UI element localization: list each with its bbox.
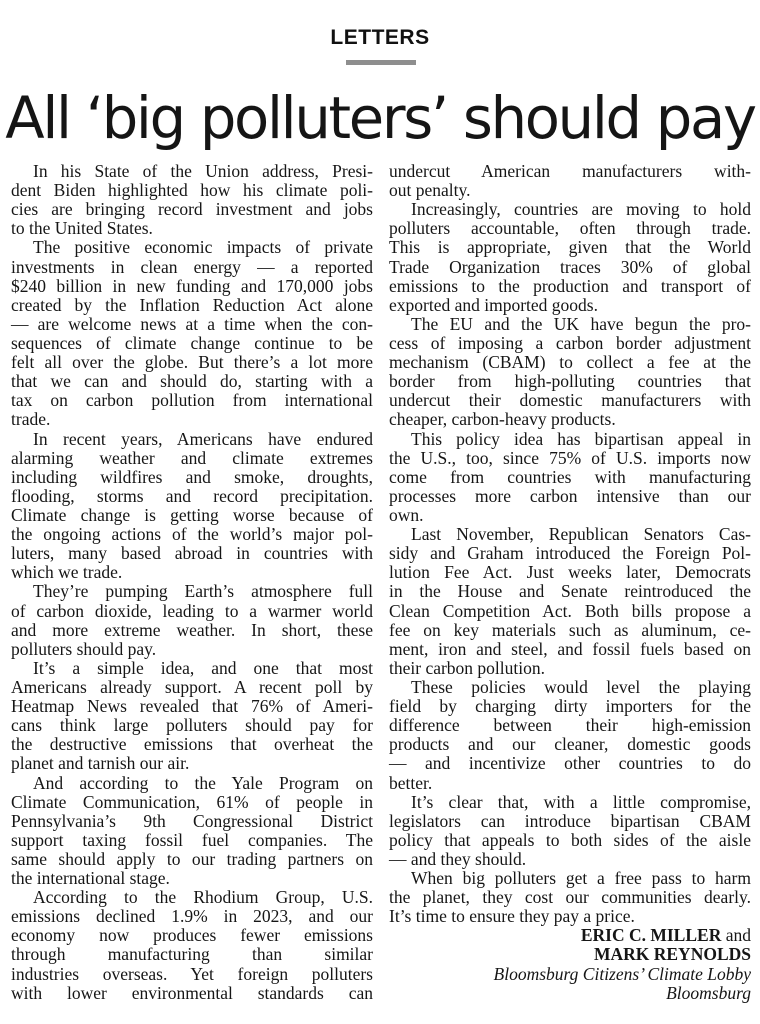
article-line: Heatmap News revealed that 76% of Ameri- — [11, 696, 373, 717]
article-line: through manufacturing than similar — [11, 944, 373, 965]
article-line: felt all over the globe. But there’s a lot more — [11, 352, 373, 373]
article-line: It’s clear that, with a little compromise, — [411, 791, 751, 812]
article-line: economy now produces fewer emissions — [11, 925, 373, 946]
article-line: It’s a simple idea, and one that most — [33, 657, 373, 678]
article-line: polluters should pay. — [11, 638, 157, 659]
article-line: field by charging dirty importers for the — [389, 696, 751, 717]
article-line: Climate Communication, 61% of people in — [11, 791, 373, 812]
article-line: The positive economic impacts of private — [33, 237, 373, 258]
article-line: tax on carbon pollution from international — [11, 390, 373, 411]
article-line: trade. — [11, 409, 51, 430]
article-line: When big polluters get a free pass to harm — [411, 868, 751, 889]
article-line: dent Biden highlighted how his climate poli- — [11, 180, 373, 201]
article-line: out penalty. — [389, 180, 471, 201]
article-line: Americans already support. A recent poll by — [11, 676, 373, 697]
author-organization: Bloomsburg Citizens’ Climate Lobby — [493, 963, 751, 984]
article-line: difference between their high-emission — [389, 715, 751, 736]
article-line: cies are bringing record investment and jobs — [11, 199, 373, 220]
signature-authors — [389, 926, 751, 945]
article-line: mechanism (CBAM) to collect a fee at the — [389, 352, 751, 373]
article-line: According to the Rhodium Group, U.S. — [33, 887, 373, 908]
article-line: It’s time to ensure they pay a price. — [389, 906, 635, 927]
article-line: products and our cleaner, domestic goods — [389, 734, 751, 755]
article-column-right — [389, 162, 751, 1003]
article-line: fee on key materials such as aluminum, ce- — [389, 619, 751, 640]
article-line: undercut their domestic manufacturers with — [389, 390, 751, 411]
article-line: In his State of the Union address, Presi- — [33, 161, 373, 181]
article-line: cans think large polluters should pay for — [11, 715, 373, 736]
article-line: cheaper, carbon-heavy products. — [389, 409, 616, 430]
article-line: — and incentivize other countries to do — [389, 753, 751, 774]
article-line: luters, many based abroad in countries with — [11, 543, 373, 564]
signature-block — [389, 926, 751, 1002]
section-divider — [346, 60, 416, 65]
article-line: sidy and Graham introduced the Foreign Pol- — [389, 543, 751, 564]
article-line: These policies would level the playing — [411, 676, 751, 697]
author-location: Bloomsburg — [666, 982, 751, 1003]
headline: All ‘big polluters’ should pay — [5, 85, 755, 152]
author-name: MARK REYNOLDS — [593, 944, 751, 965]
article-line: undercut American manufacturers with- — [389, 161, 751, 181]
article-line: own. — [389, 504, 424, 525]
article-line: created by the Inflation Reduction Act alone — [11, 294, 373, 315]
article-line: the international stage. — [11, 868, 170, 889]
article-line: Pennsylvania’s 9th Congressional District — [11, 810, 373, 831]
section-label: LETTERS — [330, 26, 430, 49]
article-line: alarming weather and climate extremes — [11, 447, 373, 468]
article-line: the U.S., too, since 75% of U.S. imports now — [389, 447, 751, 468]
article-line: sequences of climate change continue to be — [11, 332, 373, 353]
article-line: legislators can introduce bipartisan CBAM — [389, 810, 751, 831]
article-line: They’re pumping Earth’s atmosphere full — [33, 581, 373, 602]
article-line: lution Fee Act. Just weeks later, Democrats — [389, 562, 751, 583]
article-line: the planet, they cost our communities dearly. — [389, 887, 751, 908]
article-line: with lower environmental standards can — [11, 982, 373, 1003]
article-line: support taxing fossil fuel companies. The — [11, 829, 373, 850]
article-line: better. — [389, 772, 433, 793]
article-line: in the House and Senate reintroduced the — [389, 581, 751, 602]
article-line: to the United States. — [11, 218, 153, 239]
article-line: ment, iron and steel, and fossil fuels based on — [389, 638, 751, 659]
article-line: emissions declined 1.9% in 2023, and our — [11, 906, 373, 927]
article-line: Climate change is getting worse because of — [11, 504, 373, 525]
article-line: which we trade. — [11, 562, 123, 583]
article-line: industries overseas. Yet foreign polluters — [11, 963, 373, 984]
article-line: same should apply to our trading partners on — [11, 848, 373, 869]
author-connector: and — [721, 925, 751, 946]
article-line: cess of imposing a carbon border adjustment — [389, 332, 751, 353]
article-line: exported and imported goods. — [389, 294, 598, 315]
article-column-left — [11, 162, 373, 1003]
article-line: This is appropriate, given that the World — [389, 237, 751, 258]
article-line: planet and tarnish our air. — [11, 753, 190, 774]
article-line: polluters accountable, often through trade. — [389, 218, 751, 239]
article-line: — and they should. — [389, 848, 527, 869]
article-line: that we can and should do, starting with a — [11, 371, 373, 392]
article-line: border from high-polluting countries that — [389, 371, 751, 392]
article-line: including wildfires and smoke, droughts, — [11, 466, 373, 487]
author-name: ERIC C. MILLER — [580, 925, 722, 946]
article-line: Increasingly, countries are moving to hold — [411, 199, 751, 220]
article-line: investments in clean energy — a reported — [11, 256, 373, 277]
article-line: And according to the Yale Program on — [33, 772, 373, 793]
article-line: the destructive emissions that overheat the — [11, 734, 373, 755]
article-line: and more extreme weather. In short, these — [11, 619, 373, 640]
article-line: The EU and the UK have begun the pro- — [411, 313, 751, 334]
article-line: come from countries with manufacturing — [389, 466, 751, 487]
article-line: — are welcome news at a time when the con- — [11, 313, 373, 334]
article-line: Last November, Republican Senators Cas- — [411, 524, 751, 545]
right-column-lines — [389, 162, 751, 926]
article-line: Trade Organization traces 30% of global — [389, 256, 751, 277]
article-line: In recent years, Americans have endured — [33, 428, 373, 449]
article-line: $240 billion in new funding and 170,000 jobs — [11, 275, 373, 296]
article-line: of carbon dioxide, leading to a warmer world — [11, 600, 373, 621]
article-line: This policy idea has bipartisan appeal in — [411, 428, 751, 449]
article-line: their carbon pollution. — [389, 657, 546, 678]
article-line: policy that appeals to both sides of the aisle — [389, 829, 751, 850]
article-line: Clean Competition Act. Both bills propose a — [389, 600, 751, 621]
article-line: emissions to the production and transport of — [389, 275, 751, 296]
article-line: the ongoing actions of the world’s major pol- — [11, 524, 373, 545]
article-line: processes more carbon intensive than our — [389, 485, 751, 506]
article-line: flooding, storms and record precipitation. — [11, 485, 373, 506]
